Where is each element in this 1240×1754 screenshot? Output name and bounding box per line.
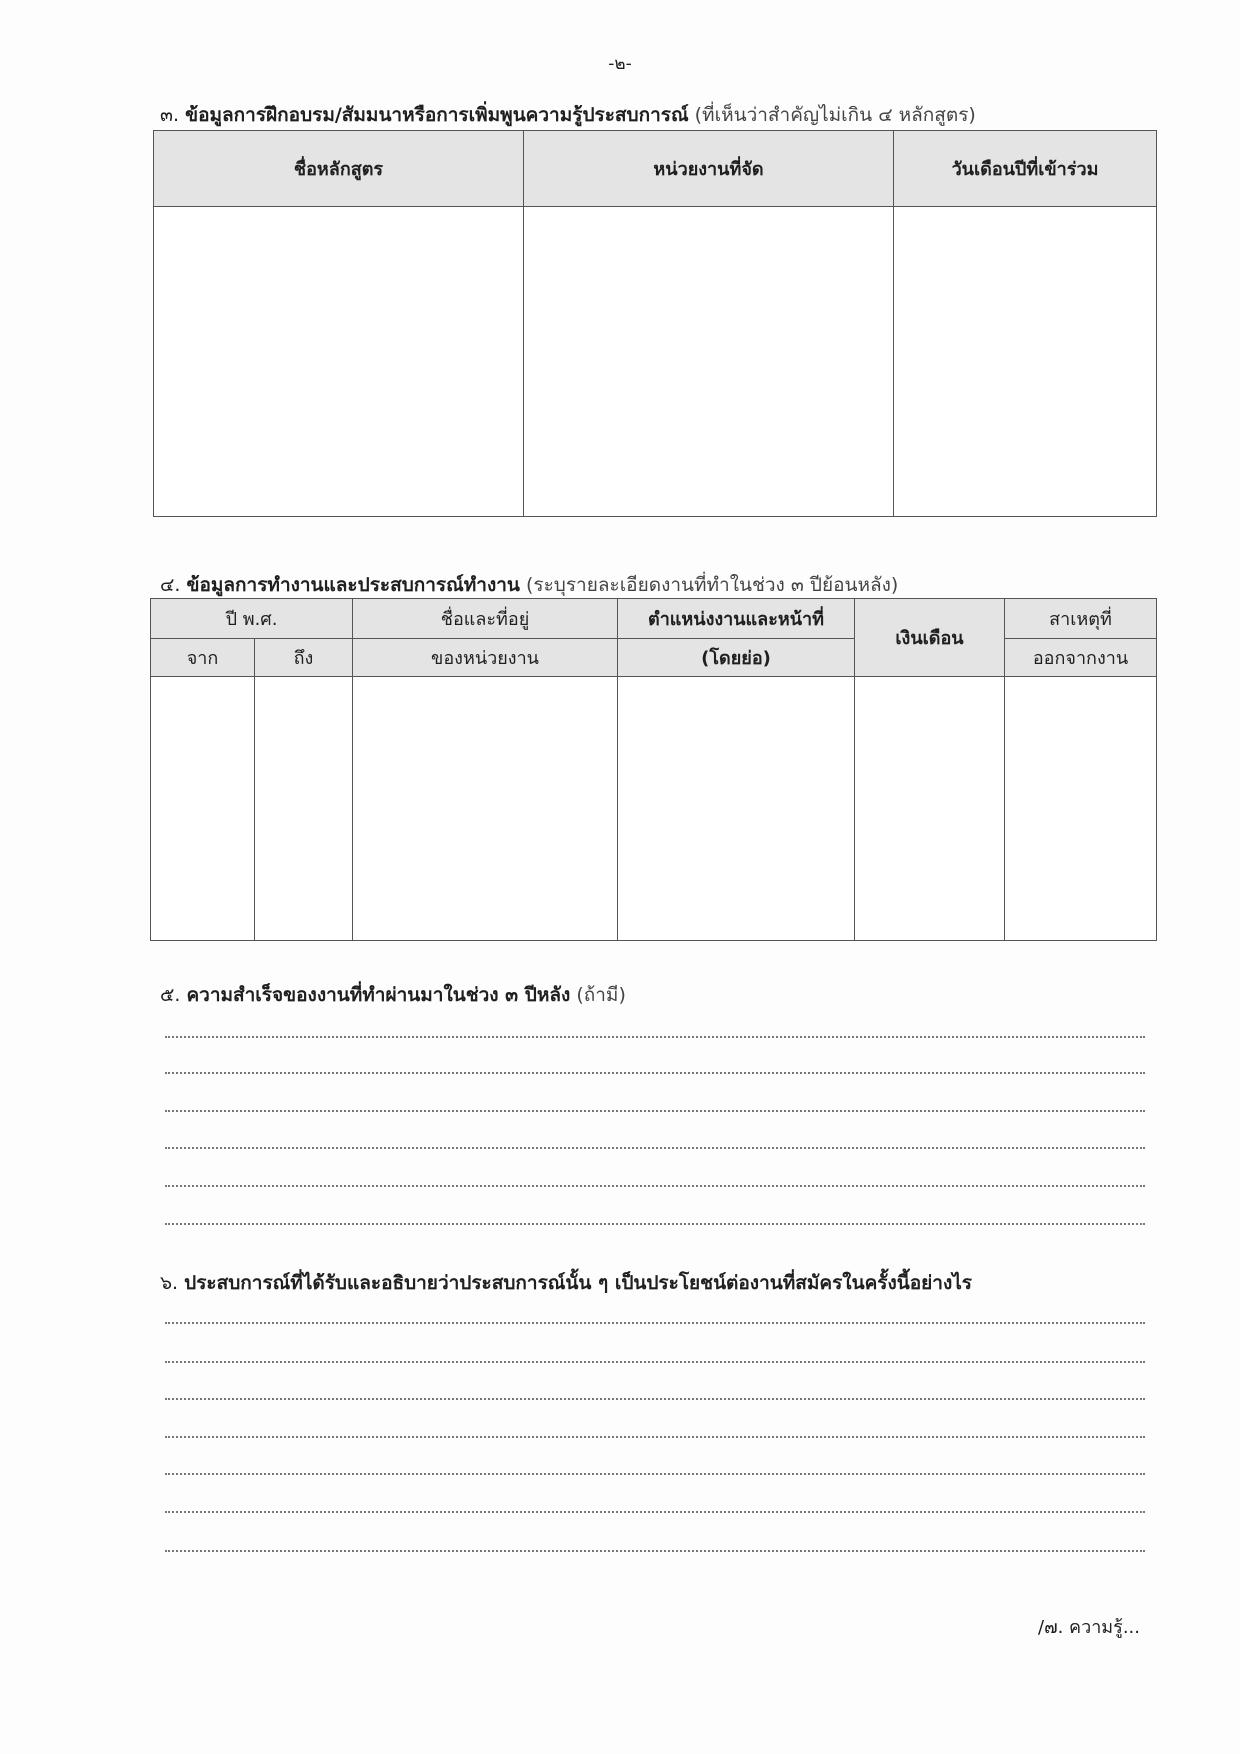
section4-title: ข้อมูลการทำงานและประสบการณ์ทำงาน xyxy=(186,574,520,596)
col-position-line1: ตำแหน่งงานและหน้าที่ xyxy=(618,599,855,639)
section3-title: ข้อมูลการฝึกอบรม/สัมมนาหรือการเพิ่มพูนความรู้ประสบการณ์ xyxy=(185,104,689,126)
section6-number: ๖. xyxy=(160,1272,179,1294)
col-org-line1: ชื่อและที่อยู่ xyxy=(353,599,618,639)
col-organizer: หน่วยงานที่จัด xyxy=(524,131,894,207)
section5-note: (ถ้ามี) xyxy=(576,984,626,1006)
salary-cell[interactable] xyxy=(855,677,1005,941)
section5-answer-line[interactable] xyxy=(165,1072,1145,1074)
col-salary: เงินเดือน xyxy=(855,599,1005,677)
col-course-name: ชื่อหลักสูตร xyxy=(154,131,524,207)
section5-number: ๕. xyxy=(160,984,181,1006)
section5-answer-line[interactable] xyxy=(165,1223,1145,1225)
section5-answer-line[interactable] xyxy=(165,1110,1145,1112)
section6-answer-line[interactable] xyxy=(165,1550,1145,1552)
position-cell[interactable] xyxy=(618,677,855,941)
course-name-cell[interactable] xyxy=(154,207,524,517)
section5-answer-line[interactable] xyxy=(165,1036,1145,1038)
col-reason-line2: ออกจากงาน xyxy=(1005,639,1157,677)
section6-answer-line[interactable] xyxy=(165,1511,1145,1513)
section5-answer-line[interactable] xyxy=(165,1185,1145,1187)
section5-heading xyxy=(160,980,626,1010)
section5-answer-line[interactable] xyxy=(165,1147,1145,1149)
section6-heading xyxy=(160,1268,972,1298)
year-from-cell[interactable] xyxy=(151,677,255,941)
col-year-to: ถึง xyxy=(255,639,353,677)
section6-title: ประสบการณ์ที่ได้รับและอธิบายว่าประสบการณ์นั้น ๆ เป็นประโยชน์ต่องานที่สมัครในครั้งนี้อย่างไร xyxy=(184,1272,972,1294)
section6-answer-line[interactable] xyxy=(165,1322,1145,1324)
section6-answer-line[interactable] xyxy=(165,1398,1145,1400)
col-org-line2: ของหน่วยงาน xyxy=(353,639,618,677)
col-year-from: จาก xyxy=(151,639,255,677)
section3-note: (ที่เห็นว่าสำคัญไม่เกิน ๔ หลักสูตร) xyxy=(694,104,976,126)
section6-answer-line[interactable] xyxy=(165,1473,1145,1475)
col-date-attended: วันเดือนปีที่เข้าร่วม xyxy=(894,131,1157,207)
section6-answer-line[interactable] xyxy=(165,1436,1145,1438)
section6-answer-line[interactable] xyxy=(165,1361,1145,1363)
section5-title: ความสำเร็จของงานที่ทำผ่านมาในช่วง ๓ ปีหลัง xyxy=(186,984,571,1006)
section3-number: ๓. xyxy=(160,104,180,126)
page-number: -๒- xyxy=(608,54,632,74)
date-attended-cell[interactable] xyxy=(894,207,1157,517)
year-to-cell[interactable] xyxy=(255,677,353,941)
section3-heading xyxy=(160,100,976,130)
col-year-be: ปี พ.ศ. xyxy=(151,599,353,639)
organizer-cell[interactable] xyxy=(524,207,894,517)
training-table xyxy=(153,130,1157,517)
col-position-line2: (โดยย่อ) xyxy=(618,639,855,677)
org-cell[interactable] xyxy=(353,677,618,941)
reason-cell[interactable] xyxy=(1005,677,1157,941)
section4-number: ๔. xyxy=(160,574,181,596)
continuation-note: /๗. ความรู้... xyxy=(1038,1617,1140,1638)
work-experience-table xyxy=(150,598,1157,941)
section4-heading xyxy=(160,570,898,600)
col-reason-line1: สาเหตุที่ xyxy=(1005,599,1157,639)
section4-note: (ระบุรายละเอียดงานที่ทำในช่วง ๓ ปีย้อนหลัง) xyxy=(525,574,899,596)
